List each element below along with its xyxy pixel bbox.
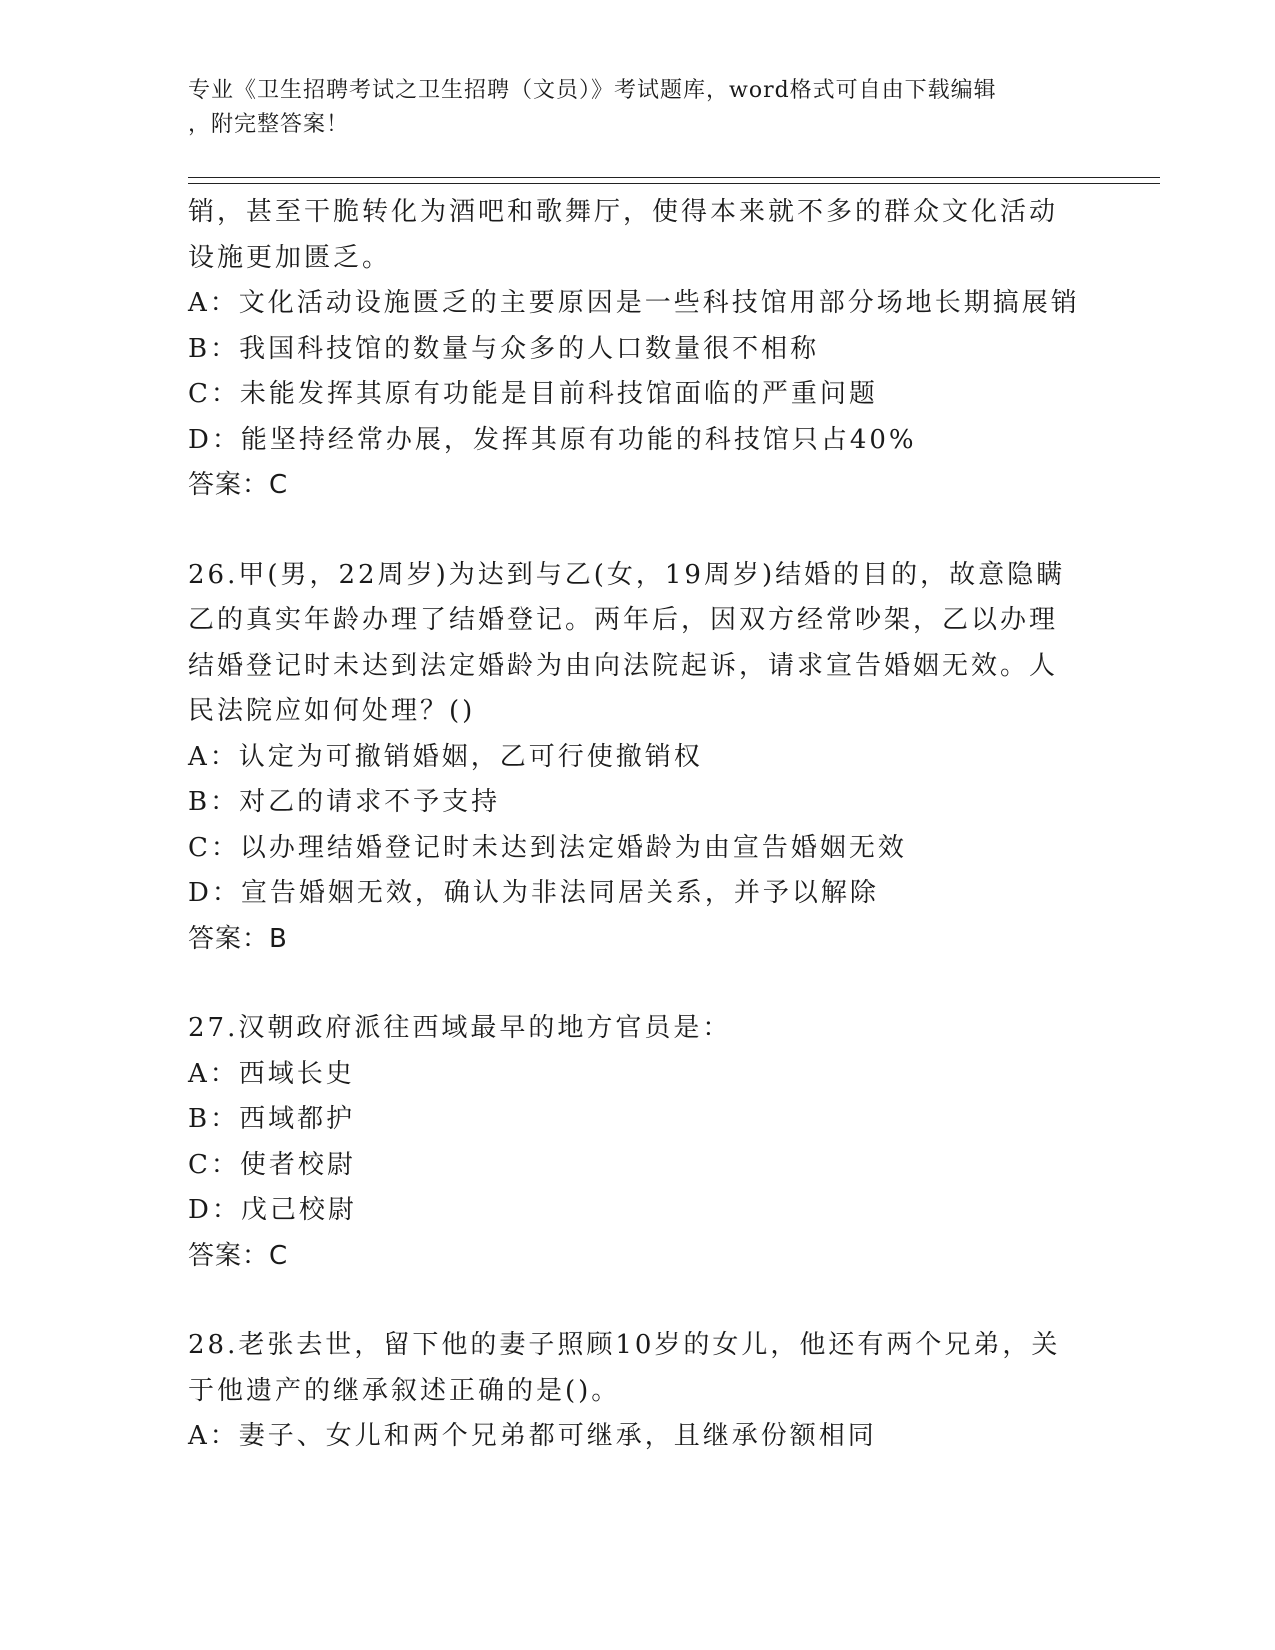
question-text: 民法院应如何处理？() bbox=[188, 696, 476, 726]
option-a: A：妻子、女儿和两个兄弟都可继承，且继承份额相同 bbox=[188, 1421, 877, 1451]
option-b: B：对乙的请求不予支持 bbox=[188, 787, 501, 817]
question-text: 27.汉朝政府派往西域最早的地方官员是： bbox=[188, 1013, 732, 1043]
header-rule-bottom bbox=[188, 183, 1160, 184]
spacer bbox=[188, 1279, 1088, 1323]
question-text: 乙的真实年龄办理了结婚登记。两年后，因双方经常吵架，乙以办理 bbox=[188, 605, 1059, 635]
question-26 bbox=[188, 553, 1088, 963]
question-text: 设施更加匮乏。 bbox=[188, 242, 392, 273]
question-text: 于他遗产的继承叙述正确的是()。 bbox=[188, 1375, 621, 1406]
document-body bbox=[188, 190, 1088, 1460]
question-text: 结婚登记时未达到法定婚龄为由向法院起诉，请求宣告婚姻无效。人 bbox=[188, 650, 1059, 681]
question-text: 销，甚至干脆转化为酒吧和歌舞厅，使得本来就不多的群众文化活动 bbox=[188, 197, 1059, 227]
document-header bbox=[188, 74, 1088, 142]
spacer bbox=[188, 962, 1088, 1006]
question-27 bbox=[188, 1006, 1088, 1279]
option-a: A：认定为可撤销婚姻，乙可行使撤销权 bbox=[188, 741, 703, 772]
question-text: 26.甲(男，22周岁)为达到与乙(女，19周岁)结婚的目的，故意隐瞒 bbox=[188, 559, 1066, 590]
option-c: C：未能发挥其原有功能是目前科技馆面临的严重问题 bbox=[188, 379, 878, 409]
header-line-2: ，附完整答案！ bbox=[188, 112, 350, 137]
spacer bbox=[188, 509, 1088, 553]
option-a: A：西域长史 bbox=[188, 1058, 355, 1089]
question-text: 28.老张去世，留下他的妻子照顾10岁的女儿，他还有两个兄弟，关 bbox=[188, 1330, 1061, 1360]
option-d: D：戊己校尉 bbox=[188, 1195, 357, 1225]
option-d: D：宣告婚姻无效，确认为非法同居关系，并予以解除 bbox=[188, 878, 879, 908]
question-25 bbox=[188, 190, 1088, 509]
option-b: B：西域都护 bbox=[188, 1104, 356, 1134]
option-b: B：我国科技馆的数量与众多的人口数量很不相称 bbox=[188, 333, 820, 364]
question-28 bbox=[188, 1323, 1088, 1460]
option-d: D：能坚持经常办展，发挥其原有功能的科技馆只占40% bbox=[188, 424, 917, 455]
option-c: C：使者校尉 bbox=[188, 1149, 356, 1180]
answer-line: 答案：C bbox=[188, 1240, 289, 1271]
header-rule-top bbox=[188, 177, 1160, 178]
header-line-1: 专业《卫生招聘考试之卫生招聘（文员）》考试题库，word格式可自由下载编辑 bbox=[188, 78, 997, 103]
answer-line: 答案：C bbox=[188, 470, 289, 500]
option-c: C：以办理结婚登记时未达到法定婚龄为由宣告婚姻无效 bbox=[188, 832, 907, 863]
option-a: A：文化活动设施匮乏的主要原因是一些科技馆用部分场地长期搞展销 bbox=[188, 288, 1080, 318]
answer-line: 答案：B bbox=[188, 923, 288, 954]
